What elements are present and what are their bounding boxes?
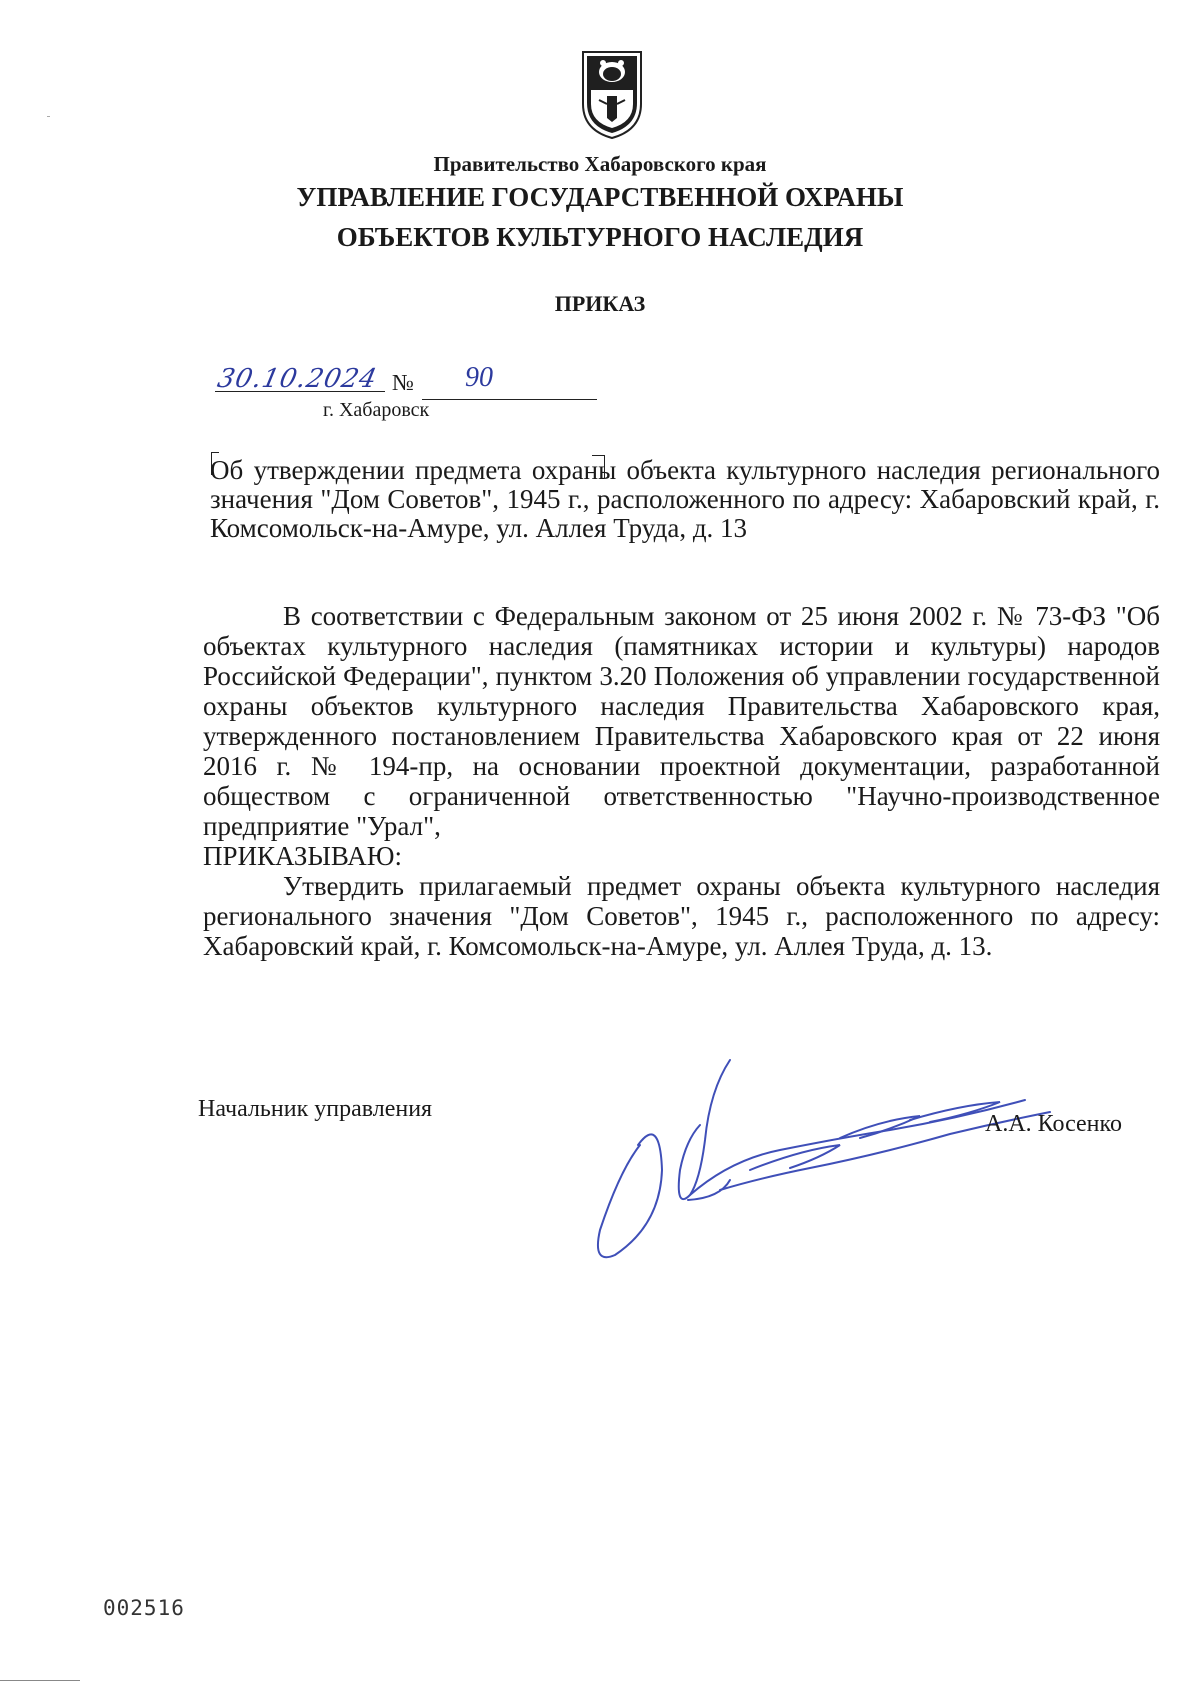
decision-paragraph: Утвердить прилагаемый предмет охраны объекта культурного наследия регионального значения "Дом Советов", 1945 г., расположенного по адресу: Хабаровский край, г. Комсомольск-на-Амуре, ул. Аллея Труда, д. 13.: [203, 871, 1160, 961]
handwritten-signature: [580, 1050, 1100, 1280]
government-name: Правительство Хабаровского края: [433, 152, 767, 176]
date-underline: [215, 391, 385, 392]
document-number: 90: [465, 362, 493, 393]
coat-of-arms-icon: [577, 46, 647, 142]
document-type: ПРИКАЗ: [554, 291, 646, 316]
serial-number: 002516: [103, 1596, 185, 1620]
signatory-name: А.А. Косенко: [985, 1111, 1122, 1137]
page-edge-mark: [0, 1680, 80, 1681]
document-subject: Об утверждении предмета охраны объекта культурного наследия регионального значения "Дом Советов", 1945 г., расположенного по адресу: Хабаровский край, г. Комсомольск-на-Амуре, ул. Аллея Труда, д. 13: [210, 455, 1160, 543]
number-underline: [422, 399, 597, 400]
department-name-line1: УПРАВЛЕНИЕ ГОСУДАРСТВЕННОЙ ОХРАНЫ: [296, 182, 904, 212]
signatory-position: Начальник управления: [198, 1096, 433, 1122]
order-word: ПРИКАЗЫВАЮ:: [203, 841, 402, 871]
number-sign: №: [392, 370, 414, 395]
department-name-line2: ОБЪЕКТОВ КУЛЬТУРНОГО НАСЛЕДИЯ: [336, 222, 864, 252]
issue-city: г. Хабаровск: [323, 399, 430, 421]
document-date: 30.10.2024: [214, 364, 381, 394]
preamble-paragraph: В соответствии с Федеральным законом от 25 июня 2002 г. № 73-ФЗ "Об объектах культурного наследия (памятниках истории и культуры) народов Российской Федерации", пунктом 3.20 Положения об управлении государственной охраны объектов культурного наследия Правительства Хабаровского края, утвержденного постановлением Правительства Хабаровского края от 22 июня 2016 г. № 194-пр, на основании проектной документации, разработанной обществом с ограниченной ответственностью "Научно-производственное предприятие "Урал",: [203, 601, 1160, 841]
document-body: [203, 601, 1160, 961]
scan-speck: [47, 116, 50, 117]
